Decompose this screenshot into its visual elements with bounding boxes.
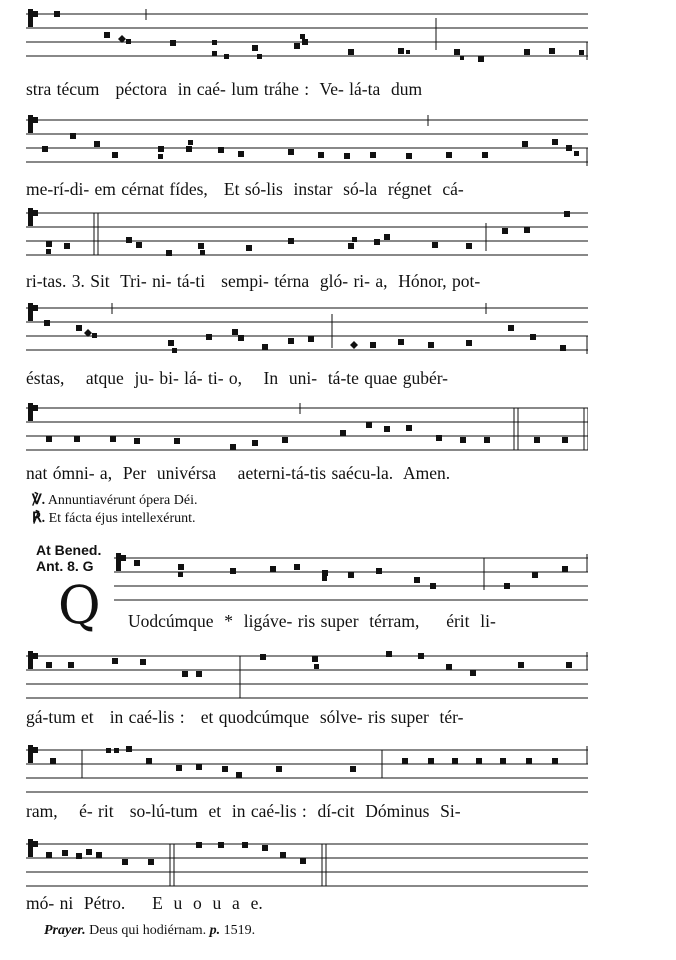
prayer-text: Deus qui hodiérnam. xyxy=(89,923,207,938)
page-number: 1519. xyxy=(223,923,256,938)
chant-staff-7 xyxy=(26,648,588,708)
lyric-line-6: Uodcúmque * ligáve- ris super térram, érit li- xyxy=(128,611,496,631)
chant-staff-8 xyxy=(26,742,588,802)
chant-staff-5 xyxy=(26,400,588,460)
prayer-label: Prayer. xyxy=(44,923,86,938)
lyric-line-1: stra técum péctora in caé- lum tráhe : Ve- lá-ta dum xyxy=(26,79,423,99)
lyric-line-7: gá-tum et in caé-lis : et quodcúmque sólve- ris super tér- xyxy=(26,707,464,727)
chant-staff-2 xyxy=(26,112,588,172)
lyric-line-3: ri-tas. 3. Sit Tri- ni- tá-ti sempi- térna gló- ri- a, Hónor, pot- xyxy=(26,271,481,291)
versicle-text: Annuntiavérunt ópera Déi. xyxy=(47,493,198,508)
lyric-line-8: ram, é- rit so-lú-tum et in caé-lis : dí-cit Dóminus Si- xyxy=(26,801,461,821)
lyric-line-2: me-rí-di- em cérnat fídes, Et só-lis instar só-la régnet cá- xyxy=(26,179,464,199)
response-symbol: ℟. xyxy=(32,511,46,526)
antiphon-label-line2: Ant. 8. G xyxy=(36,558,94,574)
chant-staff-4 xyxy=(26,300,588,360)
staff-5-lines xyxy=(26,400,588,460)
response-text: Et fácta éjus intellexérunt. xyxy=(48,511,196,526)
staff-2-lines xyxy=(26,112,588,172)
staff-9-lines xyxy=(26,836,588,896)
chant-staff-3 xyxy=(26,205,588,265)
page-label: p. xyxy=(209,923,221,938)
staff-8-lines xyxy=(26,742,588,802)
versicle xyxy=(32,492,198,509)
staff-6-lines xyxy=(114,550,588,610)
staff-1-lines xyxy=(26,6,588,66)
chant-staff-9 xyxy=(26,836,588,896)
chant-staff-6 xyxy=(114,550,588,610)
prayer-reference xyxy=(44,922,255,940)
drop-cap-initial: Q xyxy=(58,576,101,636)
lyric-line-4: éstas, atque ju- bi- lá- ti- o, In uni- tá-te quae gubér- xyxy=(26,368,449,388)
lyric-line-9: mó- ni Pétro. E u o u a e. xyxy=(26,893,263,913)
response xyxy=(32,510,196,527)
chant-staff-1 xyxy=(26,6,588,66)
staff-4-lines xyxy=(26,300,588,360)
staff-7-lines xyxy=(26,648,588,708)
versicle-symbol: ℣. xyxy=(32,493,46,508)
antiphon-label-line1: At Bened. xyxy=(36,542,102,558)
staff-3-lines xyxy=(26,205,588,265)
lyric-line-5: nat ómni- a, Per univérsa aeterni-tá-tis saécu-la. Amen. xyxy=(26,463,451,483)
